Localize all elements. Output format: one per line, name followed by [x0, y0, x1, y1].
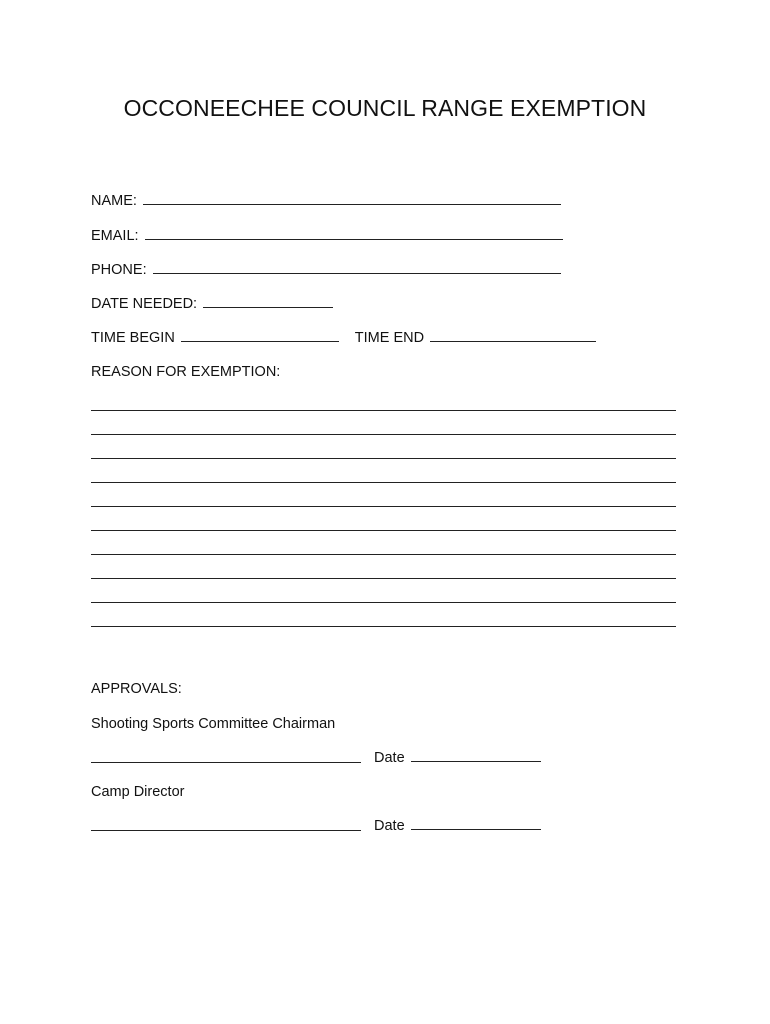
reason-line[interactable] — [91, 602, 676, 603]
chairman-signature-blank[interactable] — [91, 762, 361, 763]
name-blank[interactable] — [143, 192, 561, 205]
date-needed-blank[interactable] — [203, 295, 333, 308]
reason-line[interactable] — [91, 482, 676, 483]
name-row — [91, 192, 561, 210]
phone-row — [91, 261, 561, 279]
form-title: OCCONEECHEE COUNCIL RANGE EXEMPTION — [123, 95, 647, 121]
reason-line[interactable] — [91, 458, 676, 459]
date-needed-row — [91, 295, 333, 313]
camp-director-date-blank[interactable] — [411, 817, 541, 830]
email-label: EMAIL: — [91, 228, 139, 244]
chairman-date-label: Date — [374, 750, 405, 766]
reason-line[interactable] — [91, 506, 676, 507]
email-blank[interactable] — [145, 227, 563, 240]
camp-director-date-label: Date — [374, 818, 405, 834]
reason-line[interactable] — [91, 530, 676, 531]
approver-role-chairman: Shooting Sports Committee Chairman — [91, 716, 336, 732]
reason-line[interactable] — [91, 578, 676, 579]
phone-blank[interactable] — [153, 261, 561, 274]
camp-director-signature-blank[interactable] — [91, 830, 361, 831]
date-needed-label: DATE NEEDED: — [91, 296, 198, 312]
phone-label: PHONE: — [91, 262, 147, 278]
time-end-label: TIME END — [354, 330, 425, 346]
approvals-heading: APPROVALS: — [91, 681, 182, 697]
reason-row — [91, 363, 280, 381]
reason-line[interactable] — [91, 434, 676, 435]
time-begin-blank[interactable] — [181, 329, 339, 342]
approver-role-camp-director: Camp Director — [91, 784, 185, 800]
reason-line[interactable] — [91, 626, 676, 627]
reason-label: REASON FOR EXEMPTION: — [91, 364, 281, 380]
email-row — [91, 227, 563, 245]
chairman-date-blank[interactable] — [411, 749, 541, 762]
time-row — [91, 329, 596, 347]
time-begin-label: TIME BEGIN — [91, 330, 175, 346]
name-label: NAME: — [91, 193, 137, 209]
chairman-date-row — [374, 749, 541, 767]
time-end-blank[interactable] — [430, 329, 596, 342]
reason-line[interactable] — [91, 410, 676, 411]
reason-line[interactable] — [91, 554, 676, 555]
camp-director-date-row — [374, 817, 541, 835]
